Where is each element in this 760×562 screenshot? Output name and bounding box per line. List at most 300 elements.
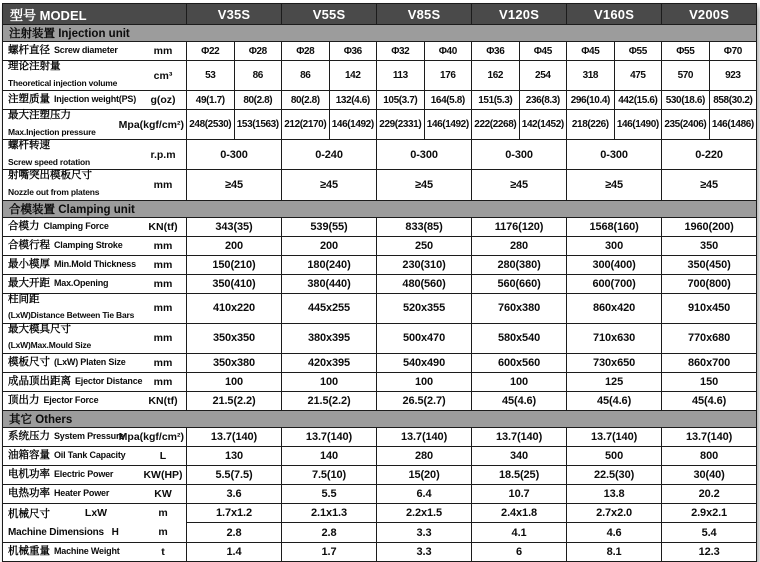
label-en: (LxW)Max.Mould Size bbox=[8, 340, 92, 351]
label-en: Electric Power bbox=[54, 469, 114, 480]
value-cell: 100 bbox=[282, 372, 377, 391]
label-wrap bbox=[8, 240, 184, 252]
unit-label: mm bbox=[153, 302, 173, 315]
value-cell: 162 bbox=[472, 61, 520, 91]
value-cell: 53 bbox=[187, 61, 235, 91]
unit-label: Mpa(kgf/cm²) bbox=[118, 430, 184, 443]
label-wrap bbox=[8, 170, 184, 199]
unit-label: KN(tf) bbox=[148, 220, 178, 233]
section-header: 其它 Others bbox=[3, 410, 757, 427]
table-row bbox=[3, 446, 757, 465]
value-cell: 49(1.7) bbox=[187, 91, 235, 110]
value-cell: 380(440) bbox=[282, 274, 377, 293]
value-cell: 560(660) bbox=[472, 274, 567, 293]
value-cell: 420x395 bbox=[282, 353, 377, 372]
value-cell: 350x380 bbox=[187, 353, 282, 372]
label-text bbox=[8, 324, 142, 353]
value-cell: 800 bbox=[662, 446, 757, 465]
row-label bbox=[3, 465, 187, 484]
label-cn: 成品顶出距离 bbox=[8, 375, 71, 388]
table-row bbox=[3, 542, 757, 561]
value-cell: 300(400) bbox=[567, 255, 662, 274]
unit-label: r.p.m bbox=[150, 148, 176, 161]
value-cell: 343(35) bbox=[187, 217, 282, 236]
value-cell: 230(310) bbox=[377, 255, 472, 274]
value-cell: 13.8 bbox=[567, 484, 662, 503]
value-cell: ≥45 bbox=[377, 170, 472, 200]
value-cell: 236(8.3) bbox=[519, 91, 567, 110]
label-wrap bbox=[8, 278, 184, 290]
value-cell: 0-300 bbox=[187, 140, 282, 170]
table-row bbox=[3, 427, 757, 446]
label-text bbox=[8, 110, 119, 139]
label-cn: 螺杆直径 bbox=[8, 44, 50, 57]
label-text bbox=[8, 170, 142, 199]
value-cell: 248(2530) bbox=[187, 110, 235, 140]
value-cell: ≥45 bbox=[662, 170, 757, 200]
unit-label: mm bbox=[153, 45, 173, 57]
label-wrap bbox=[8, 259, 184, 271]
label-en: Max.Injection pressure bbox=[8, 126, 96, 137]
label-text bbox=[8, 376, 142, 388]
value-cell: 445x255 bbox=[282, 293, 377, 323]
label-wrap bbox=[8, 45, 184, 57]
value-cell: 150 bbox=[662, 372, 757, 391]
value-cell: 1.4 bbox=[187, 542, 282, 561]
value-cell: Φ55 bbox=[662, 42, 710, 61]
label-dimension: LxW bbox=[84, 507, 108, 520]
value-cell: Φ22 bbox=[187, 42, 235, 61]
value-cell: 146(1486) bbox=[709, 110, 757, 140]
unit-label: L bbox=[159, 449, 167, 462]
value-cell: 760x380 bbox=[472, 293, 567, 323]
row-label bbox=[3, 391, 187, 410]
label-en: Injection weight(PS) bbox=[54, 94, 137, 105]
value-cell: 600(700) bbox=[567, 274, 662, 293]
row-label bbox=[3, 170, 187, 200]
label-line bbox=[8, 305, 142, 323]
unit-label: mm bbox=[153, 258, 173, 271]
label-line bbox=[8, 240, 142, 252]
value-cell: 580x540 bbox=[472, 323, 567, 353]
table-row bbox=[3, 465, 757, 484]
value-cell: 710x630 bbox=[567, 323, 662, 353]
section-row bbox=[3, 25, 757, 42]
row-label bbox=[3, 61, 187, 91]
value-cell: 153(1563) bbox=[234, 110, 282, 140]
table-row bbox=[3, 323, 757, 353]
value-cell: 442(15.6) bbox=[614, 91, 662, 110]
value-cell: 86 bbox=[234, 61, 282, 91]
value-cell: 858(30.2) bbox=[709, 91, 757, 110]
value-cell: 0-300 bbox=[472, 140, 567, 170]
label-text bbox=[8, 357, 142, 369]
model-header: V35S bbox=[187, 4, 282, 25]
value-cell: 86 bbox=[282, 61, 330, 91]
value-cell: 2.8 bbox=[187, 523, 282, 543]
value-cell: 21.5(2.2) bbox=[282, 391, 377, 410]
label-line bbox=[8, 488, 142, 500]
table-row bbox=[3, 110, 757, 140]
unit-label: KN(tf) bbox=[148, 394, 178, 407]
label-cn: 机械重量 bbox=[8, 545, 50, 558]
value-cell: 923 bbox=[709, 61, 757, 91]
value-cell: 13.7(140) bbox=[187, 427, 282, 446]
table-row bbox=[3, 140, 757, 170]
label-line bbox=[8, 140, 142, 152]
unit-label: mm bbox=[153, 239, 173, 252]
value-cell: 350(450) bbox=[662, 255, 757, 274]
label-cn: 机械尺寸 bbox=[8, 507, 50, 520]
value-cell: Φ28 bbox=[282, 42, 330, 61]
row-label bbox=[3, 372, 187, 391]
label-cn: 电机功率 bbox=[8, 468, 50, 481]
value-cell: 146(1490) bbox=[614, 110, 662, 140]
value-cell: 3.6 bbox=[187, 484, 282, 503]
label-cn: 最大模具尺寸 bbox=[8, 322, 71, 335]
value-cell: 150(210) bbox=[187, 255, 282, 274]
value-cell: 13.7(140) bbox=[567, 427, 662, 446]
value-cell: 142 bbox=[329, 61, 377, 91]
value-cell: ≥45 bbox=[282, 170, 377, 200]
value-cell: 570 bbox=[662, 61, 710, 91]
value-cell: Φ55 bbox=[614, 42, 662, 61]
label-wrap bbox=[8, 140, 184, 169]
label-wrap bbox=[8, 469, 184, 481]
label-text bbox=[8, 395, 142, 407]
label-cn: 电热功率 bbox=[8, 487, 50, 500]
label-en: System Pressure bbox=[54, 431, 125, 442]
value-cell: ≥45 bbox=[187, 170, 282, 200]
table-row bbox=[3, 42, 757, 61]
label-en: Heater Power bbox=[54, 488, 110, 499]
value-cell: 20.2 bbox=[662, 484, 757, 503]
unit-label: mm bbox=[153, 356, 173, 369]
label-cn: 柱间距 bbox=[8, 292, 40, 305]
value-cell: 6.4 bbox=[377, 484, 472, 503]
value-cell: Φ45 bbox=[519, 42, 567, 61]
value-cell: 18.5(25) bbox=[472, 465, 567, 484]
value-cell: 5.5 bbox=[282, 484, 377, 503]
label-text bbox=[8, 488, 142, 500]
label-text bbox=[8, 430, 125, 443]
table-row bbox=[3, 236, 757, 255]
value-cell: 296(10.4) bbox=[567, 91, 615, 110]
unit-label: g(oz) bbox=[150, 94, 176, 107]
row-label bbox=[3, 542, 187, 561]
value-cell: 350 bbox=[662, 236, 757, 255]
label-cn: 模板尺寸 bbox=[8, 356, 50, 369]
label-cn: 最大开距 bbox=[8, 276, 50, 289]
label-en: Screw speed rotation bbox=[8, 156, 90, 167]
label-en: Ejector Distance bbox=[75, 376, 143, 387]
value-cell: 2.7x2.0 bbox=[567, 503, 662, 523]
label-cn: 系统压力 bbox=[8, 430, 50, 443]
value-cell: 500x470 bbox=[377, 323, 472, 353]
unit-label: mm bbox=[153, 332, 173, 345]
label-line bbox=[8, 357, 142, 369]
value-cell: 10.7 bbox=[472, 484, 567, 503]
label-cn: 最大注塑压力 bbox=[8, 109, 71, 122]
unit-label: KW bbox=[154, 487, 172, 500]
value-cell: 4.6 bbox=[567, 523, 662, 543]
label-line bbox=[8, 294, 142, 306]
label-wrap bbox=[8, 61, 184, 90]
label-cn: 顶出力 bbox=[8, 394, 40, 407]
label-line bbox=[8, 122, 119, 140]
row-label bbox=[3, 91, 187, 110]
value-cell: 229(2331) bbox=[377, 110, 425, 140]
value-cell: 13.7(140) bbox=[472, 427, 567, 446]
value-cell: 176 bbox=[424, 61, 472, 91]
label-line bbox=[8, 469, 142, 481]
table-row bbox=[3, 170, 757, 200]
value-cell: 80(2.8) bbox=[234, 91, 282, 110]
value-cell: 2.8 bbox=[282, 523, 377, 543]
value-cell: 22.5(30) bbox=[567, 465, 662, 484]
label-wrap bbox=[8, 450, 184, 462]
table-row bbox=[3, 61, 757, 91]
value-cell: 480(560) bbox=[377, 274, 472, 293]
label-line bbox=[8, 324, 142, 336]
value-cell: 280 bbox=[377, 446, 472, 465]
value-cell: Φ40 bbox=[424, 42, 472, 61]
value-cell: 125 bbox=[567, 372, 662, 391]
label-line bbox=[8, 110, 119, 122]
value-cell: 12.3 bbox=[662, 542, 757, 561]
label-text bbox=[8, 45, 142, 57]
unit-label: KW(HP) bbox=[143, 468, 183, 481]
value-cell: 200 bbox=[187, 236, 282, 255]
value-cell: 13.7(140) bbox=[377, 427, 472, 446]
value-cell: 164(5.8) bbox=[424, 91, 472, 110]
table-row bbox=[3, 372, 757, 391]
label-text bbox=[8, 259, 142, 271]
value-cell: 2.2x1.5 bbox=[377, 503, 472, 523]
model-header: V85S bbox=[377, 4, 472, 25]
label-en: Screw diameter bbox=[54, 45, 118, 56]
label-en: Theoretical injection volume bbox=[8, 77, 118, 88]
label-text bbox=[8, 450, 142, 462]
value-cell: 100 bbox=[472, 372, 567, 391]
label-wrap bbox=[8, 110, 184, 139]
value-cell: 340 bbox=[472, 446, 567, 465]
value-cell: Φ36 bbox=[329, 42, 377, 61]
value-cell: 5.5(7.5) bbox=[187, 465, 282, 484]
row-label bbox=[3, 446, 187, 465]
value-cell: 8.1 bbox=[567, 542, 662, 561]
unit-label: Mpa(kgf/cm²) bbox=[118, 118, 184, 131]
section-header: 合模装置 Clamping unit bbox=[3, 200, 757, 217]
unit-label: cm³ bbox=[153, 69, 173, 82]
label-line bbox=[8, 278, 142, 290]
table-row bbox=[3, 353, 757, 372]
unit-label: m bbox=[158, 526, 168, 539]
label-cn: 最小模厚 bbox=[8, 257, 50, 270]
value-cell: 833(85) bbox=[377, 217, 472, 236]
label-cn: 合模行程 bbox=[8, 238, 50, 251]
section-row bbox=[3, 410, 757, 427]
label-en: (LxW) Platen Size bbox=[54, 357, 126, 368]
value-cell: 1568(160) bbox=[567, 217, 662, 236]
row-label bbox=[3, 42, 187, 61]
value-cell: 3.3 bbox=[377, 542, 472, 561]
label-line bbox=[8, 45, 142, 57]
value-cell: 6 bbox=[472, 542, 567, 561]
value-cell: 910x450 bbox=[662, 293, 757, 323]
table-row bbox=[3, 391, 757, 410]
value-cell: 1.7x1.2 bbox=[187, 503, 282, 523]
value-cell: 222(2268) bbox=[472, 110, 520, 140]
value-cell: 250 bbox=[377, 236, 472, 255]
row-label bbox=[3, 293, 187, 323]
row-label bbox=[3, 255, 187, 274]
value-cell: 500 bbox=[567, 446, 662, 465]
value-cell: 700(800) bbox=[662, 274, 757, 293]
value-cell: 0-240 bbox=[282, 140, 377, 170]
label-line bbox=[8, 395, 142, 407]
value-cell: 1.7 bbox=[282, 542, 377, 561]
label-cn: 射嘴突出模板尺寸 bbox=[8, 169, 92, 182]
value-cell: 80(2.8) bbox=[282, 91, 330, 110]
value-cell: 730x650 bbox=[567, 353, 662, 372]
label-cn: 注塑质量 bbox=[8, 93, 50, 106]
model-header: V200S bbox=[662, 4, 757, 25]
table-row bbox=[3, 503, 757, 523]
value-cell: 860x420 bbox=[567, 293, 662, 323]
value-cell: 1176(120) bbox=[472, 217, 567, 236]
value-cell: 770x680 bbox=[662, 323, 757, 353]
value-cell: ≥45 bbox=[472, 170, 567, 200]
value-cell: 520x355 bbox=[377, 293, 472, 323]
value-cell: 280 bbox=[472, 236, 567, 255]
label-wrap bbox=[8, 488, 184, 500]
unit-label: mm bbox=[153, 375, 173, 388]
value-cell: 3.3 bbox=[377, 523, 472, 543]
row-label bbox=[3, 140, 187, 170]
model-column-title: 型号 MODEL bbox=[3, 4, 187, 25]
value-cell: 860x700 bbox=[662, 353, 757, 372]
label-wrap bbox=[8, 324, 184, 353]
value-cell: 146(1492) bbox=[424, 110, 472, 140]
value-cell: 530(18.6) bbox=[662, 91, 710, 110]
label-en: Max.Opening bbox=[54, 277, 109, 288]
value-cell: 1960(200) bbox=[662, 217, 757, 236]
value-cell: 410x220 bbox=[187, 293, 282, 323]
value-cell: 0-220 bbox=[662, 140, 757, 170]
value-cell: 45(4.6) bbox=[472, 391, 567, 410]
label-line bbox=[8, 450, 142, 462]
value-cell: 105(3.7) bbox=[377, 91, 425, 110]
label-line bbox=[8, 259, 142, 271]
value-cell: 21.5(2.2) bbox=[187, 391, 282, 410]
section-header: 注射装置 Injection unit bbox=[3, 25, 757, 42]
value-cell: 235(2406) bbox=[662, 110, 710, 140]
value-cell: 380x395 bbox=[282, 323, 377, 353]
label-wrap bbox=[8, 395, 184, 407]
row-label bbox=[3, 236, 187, 255]
label-line bbox=[8, 94, 142, 106]
label-line bbox=[8, 170, 142, 182]
value-cell: 13.7(140) bbox=[282, 427, 377, 446]
value-cell: 600x560 bbox=[472, 353, 567, 372]
table-row bbox=[3, 293, 757, 323]
label-wrap bbox=[8, 221, 184, 233]
model-header: V160S bbox=[567, 4, 662, 25]
value-cell: ≥45 bbox=[567, 170, 662, 200]
label-wrap bbox=[8, 294, 184, 323]
row-label bbox=[3, 274, 187, 293]
value-cell: 146(1492) bbox=[329, 110, 377, 140]
value-cell: 200 bbox=[282, 236, 377, 255]
label-line bbox=[8, 73, 142, 91]
label-text bbox=[8, 294, 142, 323]
label-text bbox=[8, 240, 142, 252]
label-wrap bbox=[8, 94, 184, 106]
row-label bbox=[3, 484, 187, 503]
table-row bbox=[3, 255, 757, 274]
label-line bbox=[8, 61, 142, 73]
value-cell: 132(4.6) bbox=[329, 91, 377, 110]
spec-sheet bbox=[2, 3, 757, 562]
value-cell: Φ28 bbox=[234, 42, 282, 61]
model-header: V55S bbox=[282, 4, 377, 25]
label-en: Oil Tank Capacity bbox=[54, 450, 126, 461]
unit-label: mm bbox=[153, 178, 173, 191]
label-line bbox=[8, 335, 142, 353]
value-cell: 26.5(2.7) bbox=[377, 391, 472, 410]
label-line bbox=[8, 430, 125, 443]
label-cn: 合模力 bbox=[8, 219, 40, 232]
row-label bbox=[3, 217, 187, 236]
label-text bbox=[8, 94, 142, 106]
label-text bbox=[8, 278, 142, 290]
value-cell: Φ36 bbox=[472, 42, 520, 61]
label-en: Nozzle out from platens bbox=[8, 186, 100, 197]
value-cell: 130 bbox=[187, 446, 282, 465]
value-cell: 7.5(10) bbox=[282, 465, 377, 484]
table-row bbox=[3, 91, 757, 110]
value-cell: Φ45 bbox=[567, 42, 615, 61]
value-cell: 15(20) bbox=[377, 465, 472, 484]
unit-label: t bbox=[161, 545, 165, 558]
label-wrap bbox=[8, 431, 184, 443]
label-cn: 油箱容量 bbox=[8, 449, 50, 462]
value-cell: 280(380) bbox=[472, 255, 567, 274]
label-line bbox=[8, 152, 142, 170]
label-en: Min.Mold Thickness bbox=[54, 258, 136, 269]
value-cell: 180(240) bbox=[282, 255, 377, 274]
label-wrap bbox=[8, 376, 184, 388]
value-cell: 300 bbox=[567, 236, 662, 255]
label-text bbox=[8, 221, 142, 233]
label-en: Clamping Force bbox=[43, 220, 109, 231]
label-line bbox=[8, 546, 142, 558]
value-cell: 13.7(140) bbox=[662, 427, 757, 446]
label-en: Clamping Stroke bbox=[54, 239, 123, 250]
row-label bbox=[3, 427, 187, 446]
value-cell: 2.4x1.8 bbox=[472, 503, 567, 523]
value-cell: 100 bbox=[187, 372, 282, 391]
value-cell: 2.1x1.3 bbox=[282, 503, 377, 523]
table-row bbox=[3, 217, 757, 236]
label-wrap bbox=[8, 546, 184, 558]
value-cell: 350(410) bbox=[187, 274, 282, 293]
label-cn: 理论注射量 bbox=[8, 60, 61, 72]
table-row bbox=[3, 484, 757, 503]
row-label bbox=[3, 353, 187, 372]
label-text bbox=[8, 546, 142, 558]
